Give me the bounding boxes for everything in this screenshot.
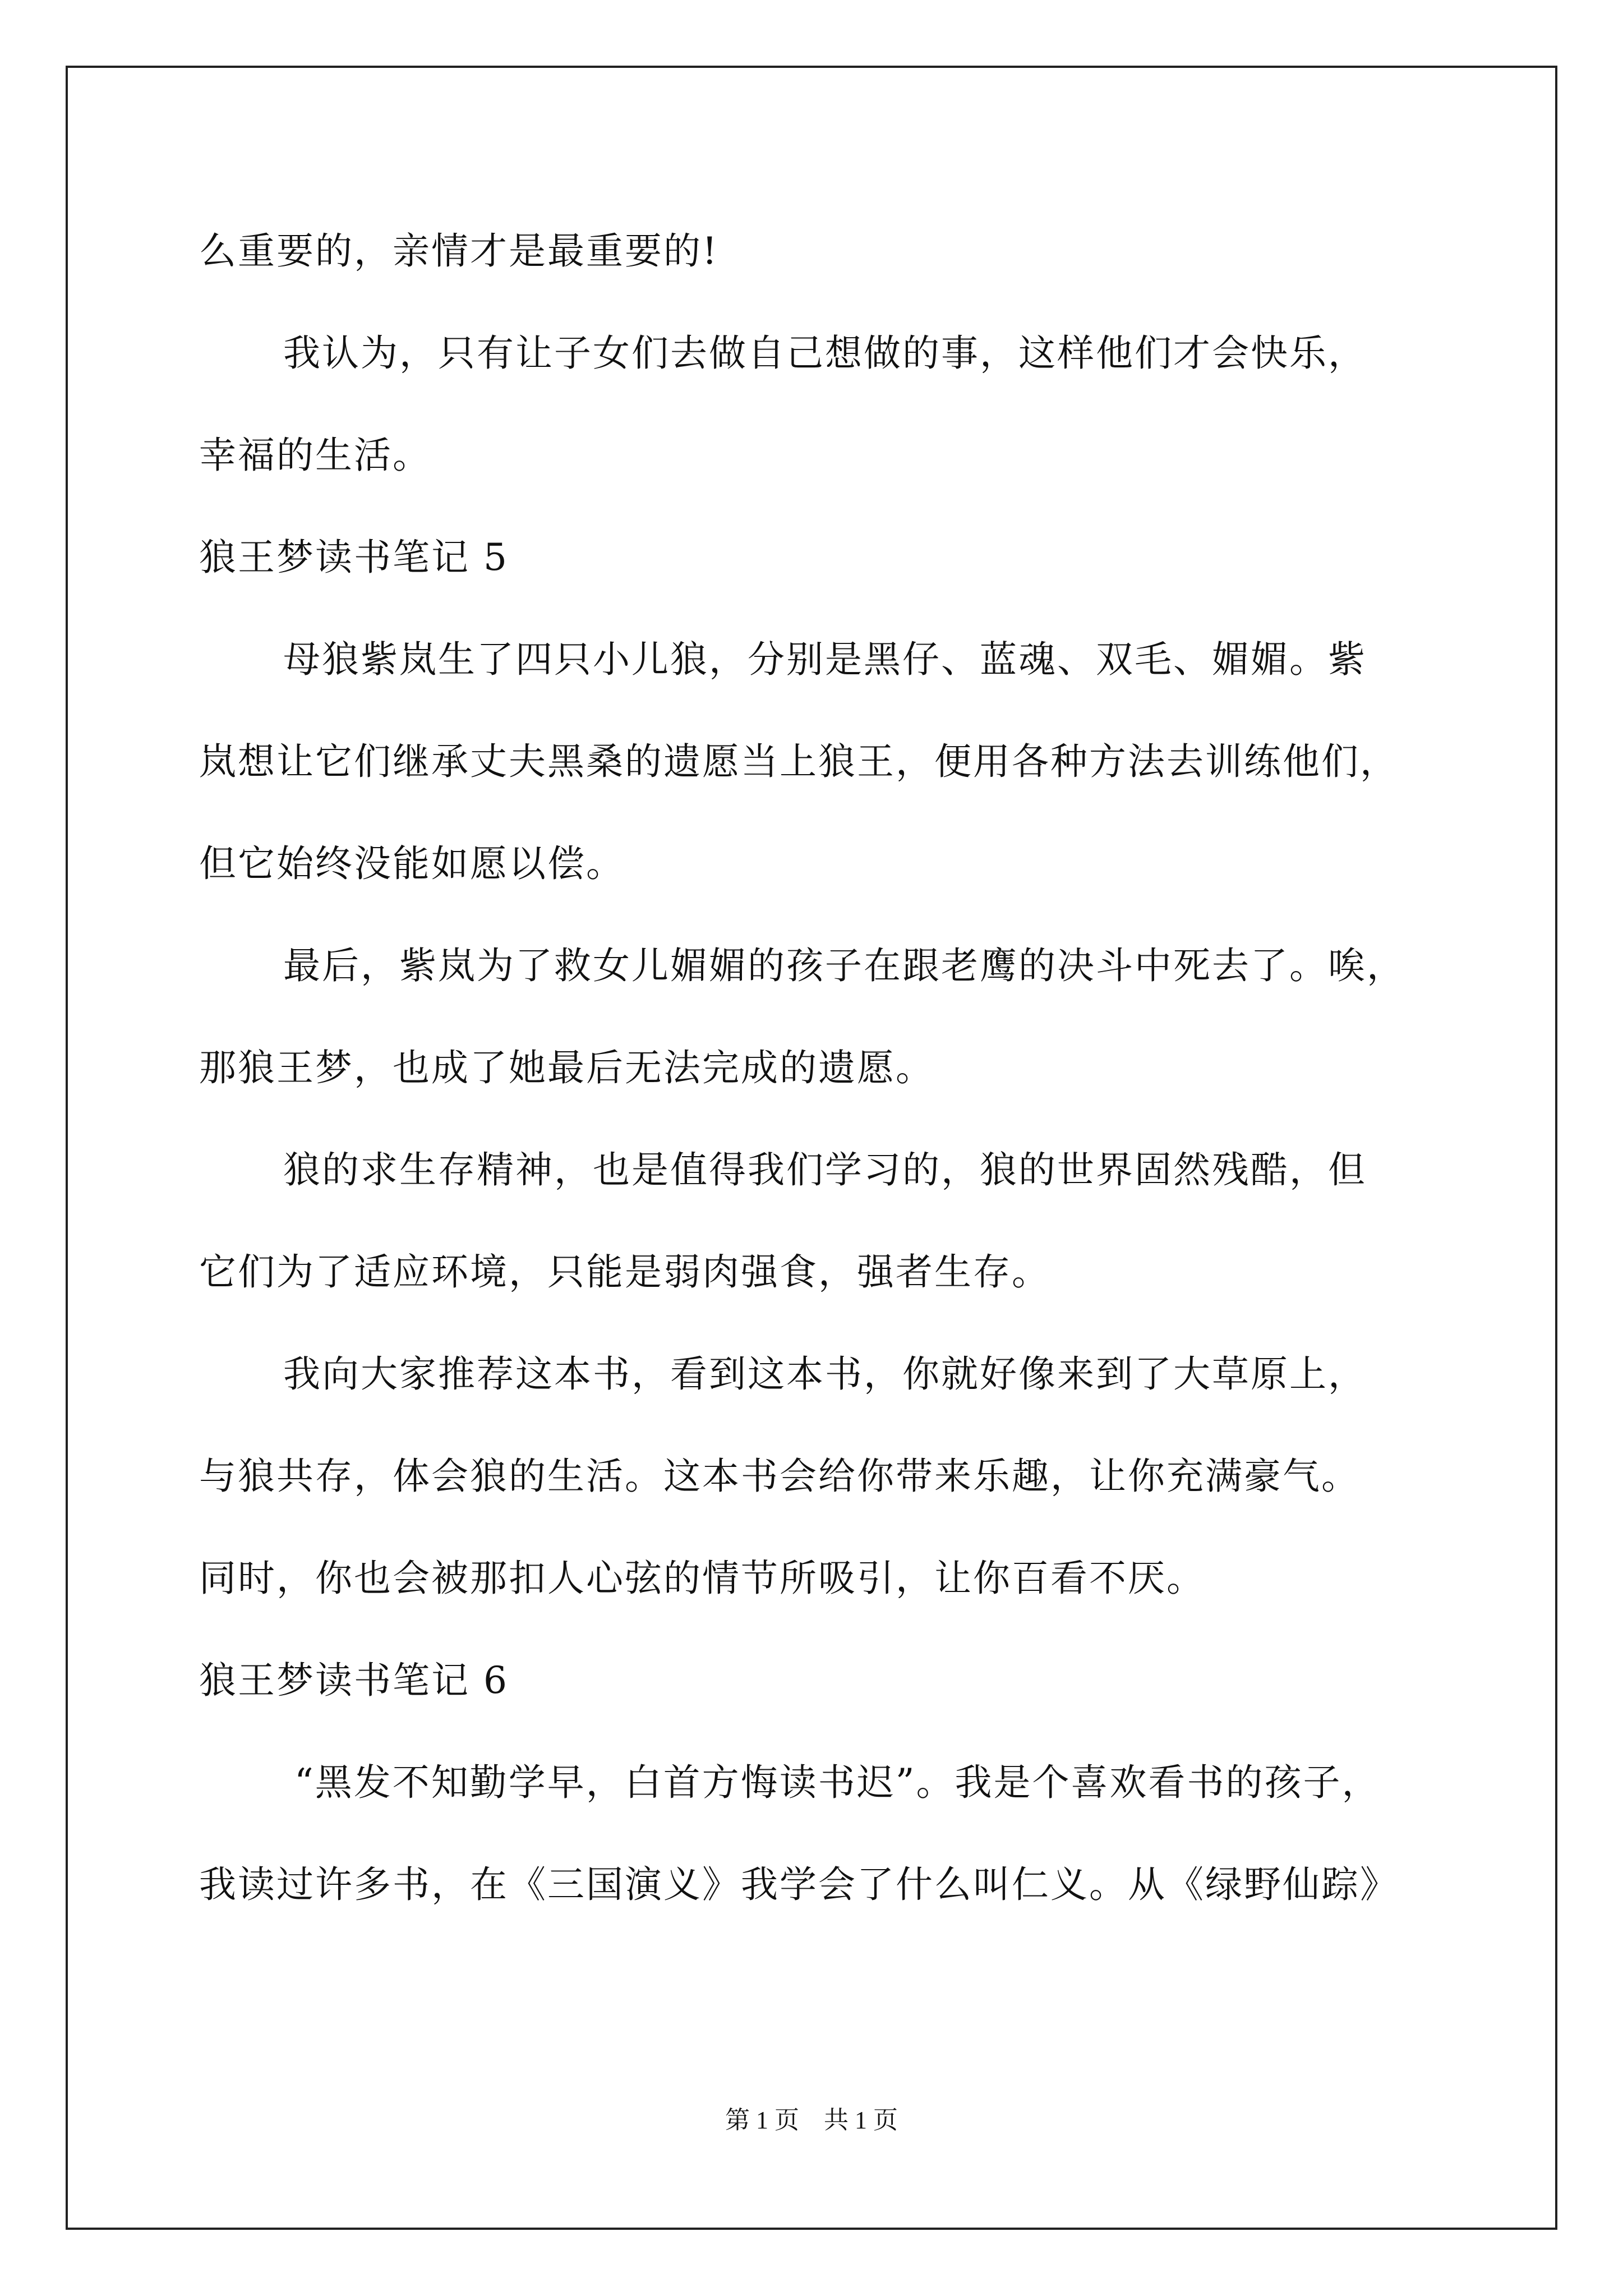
text-line: 那狼王梦，也成了她最后无法完成的遗愿。: [199, 1046, 934, 1089]
text-line: 同时，你也会被那扣人心弦的情节所吸引，让你百看不厌。: [199, 1557, 1205, 1600]
paragraph-line: 最后，紫岚为了救女儿媚媚的孩子在跟老鹰的决斗中死去了。唉，: [283, 944, 1405, 987]
text-line: 但它始终没能如愿以偿。: [199, 842, 625, 885]
text-line: 岚想让它们继承丈夫黑桑的遗愿当上狼王，便用各种方法去训练他们，: [199, 740, 1399, 783]
text-line: 幸福的生活。: [199, 434, 431, 477]
paragraph-line: 我认为，只有让子女们去做自己想做的事，这样他们才会快乐，: [283, 332, 1367, 375]
text-line: 它们为了适应环境，只能是弱肉强食，强者生存。: [199, 1250, 1050, 1294]
paragraph-line: 狼的求生存精神，也是值得我们学习的，狼的世界固然残酷，但: [283, 1148, 1367, 1191]
paragraph-line: 母狼紫岚生了四只小儿狼，分别是黑仔、蓝魂、双毛、媚媚。紫: [283, 638, 1367, 681]
paragraph-line: 我向大家推荐这本书，看到这本书，你就好像来到了大草原上，: [283, 1352, 1367, 1396]
section-heading: 狼王梦读书笔记 6: [199, 1659, 509, 1702]
text-line: 我读过许多书，在《三国演义》我学会了什么叫仁义。从《绿野仙踪》: [199, 1863, 1399, 1906]
section-heading: 狼王梦读书笔记 5: [199, 536, 509, 579]
text-line: 与狼共存，体会狼的生活。这本书会给你带来乐趣，让你充满豪气。: [199, 1455, 1360, 1498]
paragraph-line: “黑发不知勤学早，白首方悔读书迟”。我是个喜欢看书的孩子，: [294, 1761, 1381, 1804]
page-number-footer: 第 1 页 共 1 页: [725, 2106, 898, 2134]
text-line: 么重要的，亲情才是最重要的!: [199, 229, 719, 273]
